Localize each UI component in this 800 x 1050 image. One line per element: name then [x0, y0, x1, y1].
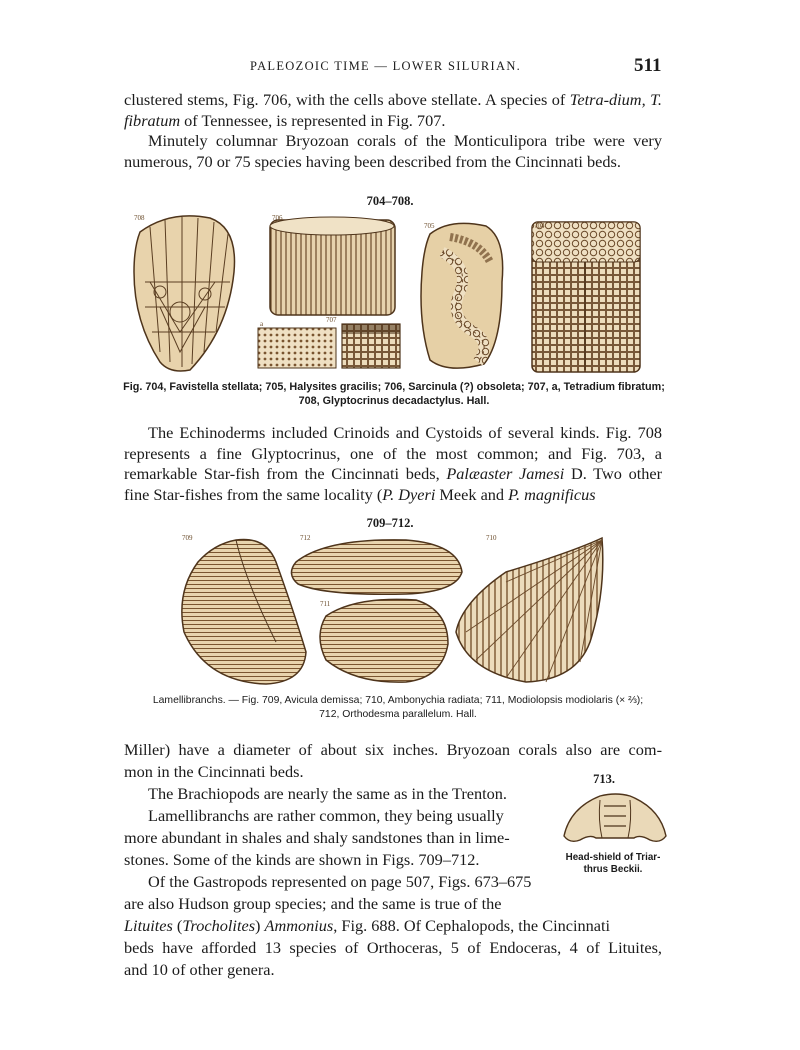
label-705: 705 [424, 222, 435, 230]
paragraph-3-italic-3: P. magnificus [508, 484, 596, 504]
fossil-illustrations-709-712 [176, 532, 616, 688]
label-704: 704 [534, 222, 545, 230]
lower-line-9-text-b: ) [255, 916, 265, 935]
fig-705-halysites [421, 223, 503, 368]
fig-704-favistella [532, 222, 640, 372]
lower-line-9-italic-1: Lituites [124, 916, 173, 935]
figure-caption-713 [554, 852, 672, 876]
caption-713-line2: thrus Beckii. [583, 864, 643, 875]
label-708: 708 [134, 214, 145, 222]
lower-line-10: beds have afforded 13 species of Orthoceras, 5 of Endoceras, 4 of Lituites, [124, 938, 662, 957]
fig-707-tetradium [342, 324, 400, 368]
lower-line-9-text-c: , Fig. 688. Of Cephalopods, the Cincinnati [333, 916, 611, 935]
figure-caption-704-708 [110, 380, 678, 408]
fig-708-glyptocrinus [134, 216, 235, 371]
paragraph-3-text-a: The Echinoderms included Crinoids and Cystoids of several kinds. Fig. 708 represents a fine Glyptocrinus, one of the most common; and Fig. 703, a remarkable Star-fish from the Cincinnati beds, [124, 423, 662, 484]
lower-line-7: Of the Gastropods represented on page 507, Figs. 673–675 [148, 872, 532, 891]
paragraph-3-text-c: Meek and [435, 484, 509, 504]
lower-line-9-italic-2: Trocholites [182, 916, 256, 935]
paragraph-3-italic-1: Palæaster Jamesi [446, 464, 565, 484]
figure-plate-709-712 [176, 532, 616, 688]
paragraph-1 [124, 90, 662, 131]
paragraph-3 [124, 423, 662, 505]
caption-713-line1: Head-shield of Triar- [565, 852, 661, 863]
label-706: 706 [272, 214, 283, 222]
lower-line-2: mon in the Cincinnati beds. [124, 762, 304, 781]
lower-line-11: and 10 of other genera. [124, 960, 275, 979]
figure-caption-709-712 [124, 694, 672, 722]
running-title: PALEOZOIC TIME — LOWER SILURIAN. [250, 59, 522, 73]
figure-plate-713 [560, 790, 670, 848]
lower-line-9-text-a: ( [172, 916, 183, 935]
lower-line-1: Miller) have a diameter of about six inches. Bryozoan corals also are com- [124, 740, 662, 759]
fig-710-ambonychia [456, 538, 603, 682]
fig-712-orthodesma [291, 540, 462, 594]
label-707: 707 [326, 316, 337, 324]
label-711: 711 [320, 600, 331, 608]
figure-number-709-712: 709–712. [366, 516, 414, 530]
figure-plate-704-708 [130, 212, 660, 377]
lower-line-9 [124, 916, 610, 937]
figure-number-713: 713. [593, 772, 615, 786]
label-709: 709 [182, 534, 193, 542]
paragraph-1-italic: Tetra-dium, T. fibratum [124, 90, 662, 130]
fig-713-triarthrus-head-shield [560, 790, 670, 848]
label-710: 710 [486, 534, 497, 542]
lower-line-3: The Brachiopods are nearly the same as in the Trenton. [148, 784, 507, 803]
label-712: 712 [300, 534, 311, 542]
lower-line-5: more abundant in shales and shaly sandstones than in lime- [124, 828, 510, 847]
paragraph-1-text-b: of Tennessee, is represented in Fig. 707. [180, 110, 446, 130]
lower-line-4: Lamellibranchs are rather common, they being usually [148, 806, 504, 825]
paragraph-2-text: Minutely columnar Bryozoan corals of the Monticulipora tribe were very numerous, 70 or 75 species having been described from the Cincinnati beds. [124, 131, 662, 171]
fig-711-modiolopsis [320, 599, 448, 682]
caption-704-708-line2: 708, Glyptocrinus decadactylus. Hall. [298, 395, 490, 407]
caption-704-708-line1: Fig. 704, Favistella stellata; 705, Halysites gracilis; 706, Sarcinula (?) obsoleta; 707, a, Tetradium fibratum; [123, 381, 665, 393]
fossil-illustrations-704-708 [130, 212, 660, 377]
fig-709-avicula [182, 539, 306, 684]
paragraph-2 [124, 131, 662, 172]
caption-709-712-line1: Lamellibranchs. — Fig. 709, Avicula demissa; 710, Ambonychia radiata; 711, Modiolopsis modiolaris (× ⅔); [152, 695, 644, 706]
paragraph-3-italic-2: P. Dyeri [382, 484, 436, 504]
lower-line-6: stones. Some of the kinds are shown in Figs. 709–712. [124, 850, 480, 869]
running-head [0, 55, 800, 79]
paragraph-3-text-b: D. Two other fine Star-fishes from the same locality ( [124, 464, 663, 504]
label-a: a [260, 320, 264, 328]
page-number: 511 [634, 55, 662, 76]
paragraph-1-text-a: clustered stems, Fig. 706, with the cells above stellate. A species of [124, 90, 570, 109]
fig-706-sarcinula [270, 217, 395, 315]
figure-number-704-708: 704–708. [366, 194, 414, 208]
lower-line-8: are also Hudson group species; and the same is true of the [124, 894, 502, 913]
fig-707-a-tetradium [258, 328, 336, 368]
lower-line-9-italic-3: Ammonius [264, 916, 334, 935]
caption-709-712-line2: 712, Orthodesma parallelum. Hall. [319, 709, 477, 720]
